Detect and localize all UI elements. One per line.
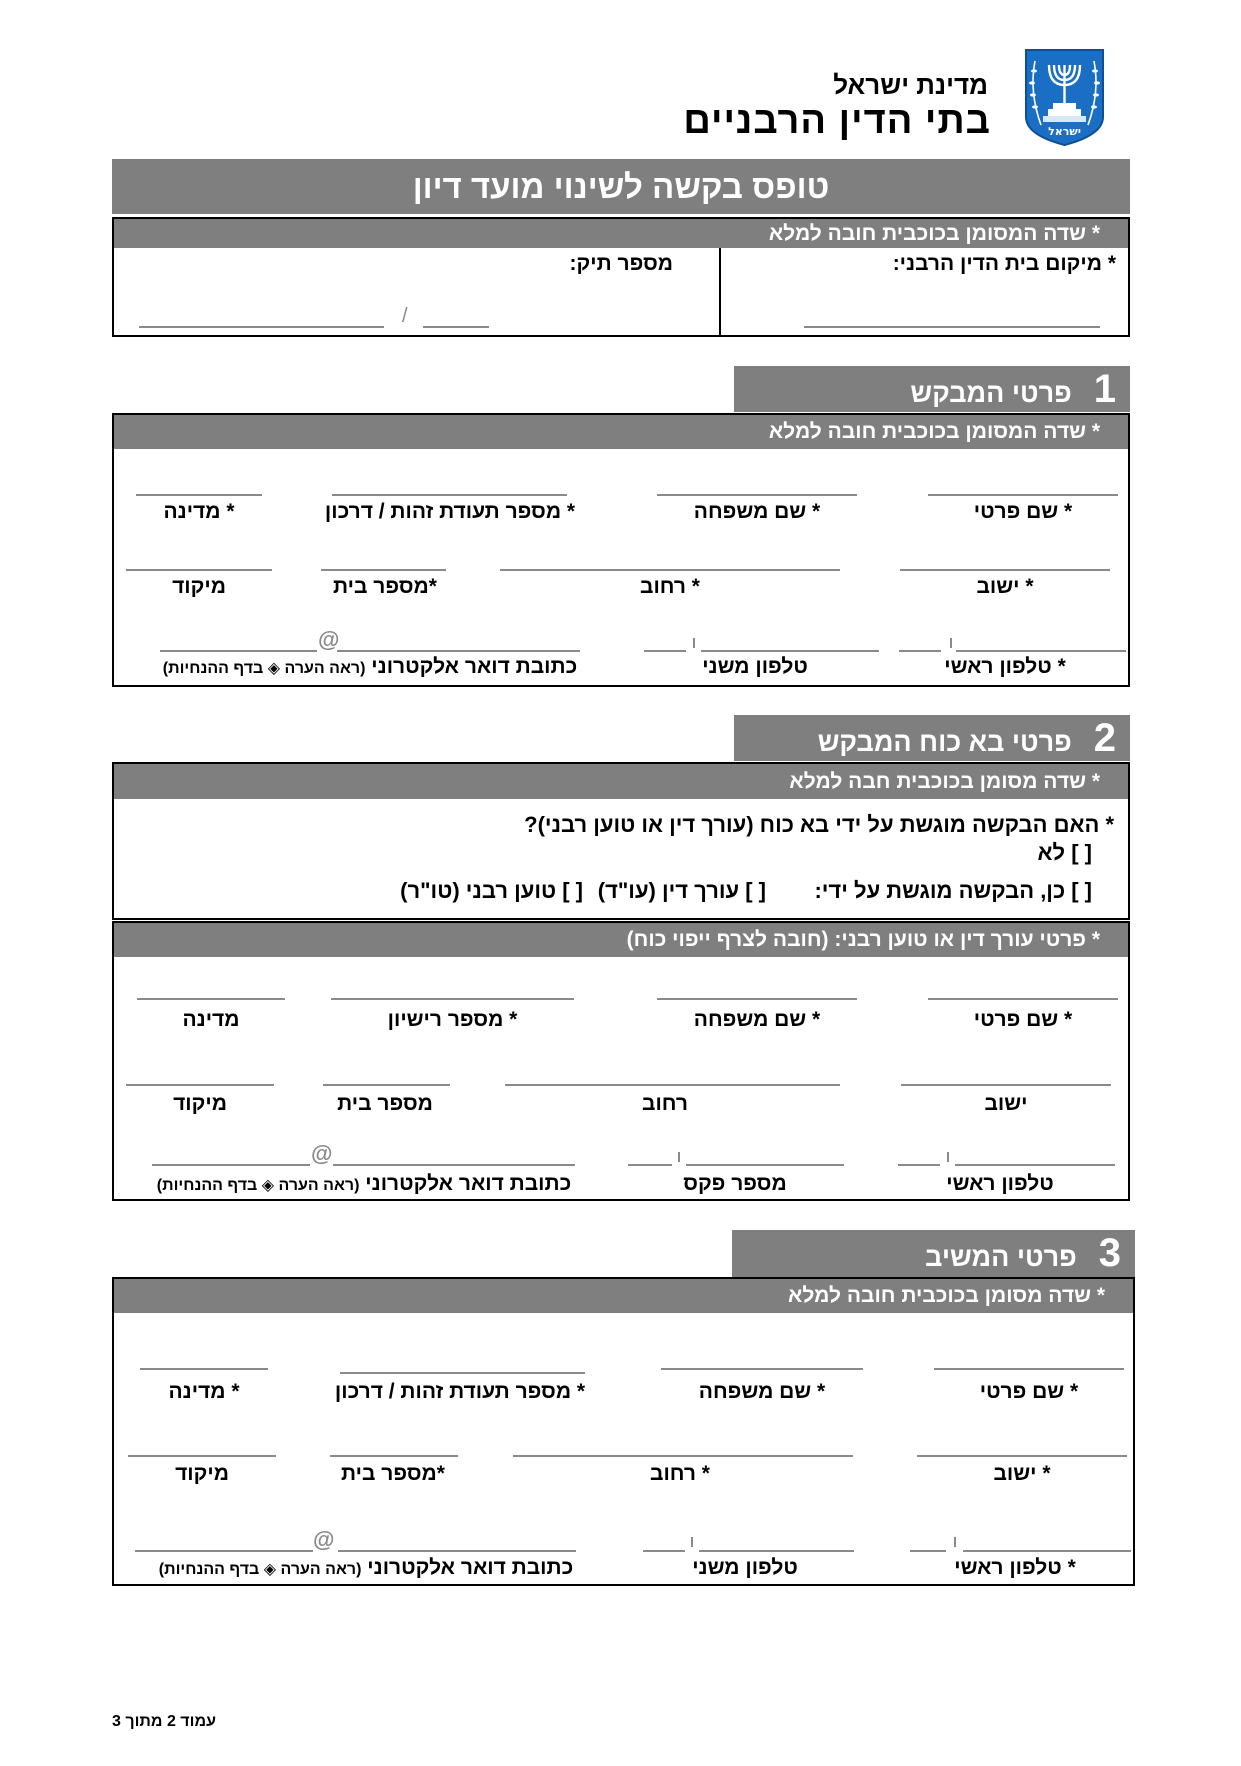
respondent-main-phone-prefix-field[interactable] <box>910 1550 946 1552</box>
rep-city-field[interactable] <box>901 1084 1111 1086</box>
respondent-house-number-label: *מספר בית <box>341 1462 445 1485</box>
house-number-field[interactable] <box>321 569 446 571</box>
org-name: בתי הדין הרבניים <box>683 100 991 142</box>
phone-separator <box>954 1537 956 1547</box>
section3-title: פרטי המשיב <box>925 1242 1077 1272</box>
email-user-field[interactable] <box>160 650 317 652</box>
at-sign: @ <box>318 627 340 652</box>
section2-header <box>734 715 1130 761</box>
representation-question: * האם הבקשה מוגשת על ידי בא כוח (עורך דין או טוען רבני)? <box>524 812 1114 837</box>
rep-first-name-label: * שם פרטי <box>973 1008 1073 1031</box>
option-yes-checkbox[interactable]: [ ] כן, הבקשה מוגשת על ידי: <box>814 878 1092 903</box>
rep-house-number-label: מספר בית <box>337 1092 433 1115</box>
case-number-field-part1[interactable] <box>139 326 384 328</box>
respondent-first-name-field[interactable] <box>934 1368 1124 1370</box>
section1-required-note: * שדה המסומן בכוכבית חובה למלא <box>768 420 1100 443</box>
option-rabbinic-advocate-checkbox[interactable]: [ ] טוען רבני (טו"ר) <box>400 878 583 903</box>
rep-first-name-field[interactable] <box>928 998 1118 1000</box>
fax-separator <box>678 1152 680 1162</box>
respondent-email-user-field[interactable] <box>135 1550 313 1552</box>
rep-city-label: ישוב <box>984 1092 1028 1115</box>
email-domain-field[interactable] <box>337 650 580 652</box>
rep-zip-field[interactable] <box>126 1084 274 1086</box>
section1-number: 1 <box>1093 367 1116 411</box>
secondary-phone-label: טלפון משני <box>702 655 808 678</box>
rep-fax-prefix-field[interactable] <box>628 1164 672 1166</box>
respondent-email-label <box>136 1556 596 1580</box>
respondent-city-field[interactable] <box>917 1455 1127 1457</box>
respondent-id-number-label: * מספר תעודת זהות / דרכון <box>334 1380 586 1403</box>
section2-required-note: * שדה מסומן בכוכבית חבה למלא <box>789 770 1100 793</box>
section1-title: פרטי המבקש <box>910 378 1072 408</box>
section3-required-note: * שדה מסומן בכוכבית חובה למלא <box>788 1284 1105 1307</box>
street-label: * רחוב <box>640 575 700 598</box>
rep-house-number-field[interactable] <box>323 1084 450 1086</box>
respondent-last-name-field[interactable] <box>661 1368 863 1370</box>
rep-country-field[interactable] <box>137 998 285 1000</box>
section2-number: 2 <box>1093 716 1116 760</box>
rep-main-phone-number-field[interactable] <box>955 1164 1115 1166</box>
respondent-first-name-label: * שם פרטי <box>979 1380 1079 1403</box>
section1-header <box>734 366 1130 412</box>
last-name-field[interactable] <box>657 494 857 496</box>
representative-bar <box>114 923 1128 957</box>
section1-required-bar <box>114 415 1128 449</box>
last-name-label: * שם משפחה <box>693 500 821 523</box>
respondent-house-number-field[interactable] <box>330 1455 458 1457</box>
rep-email-domain-field[interactable] <box>333 1164 575 1166</box>
respondent-secondary-phone-number-field[interactable] <box>699 1550 854 1552</box>
respondent-street-field[interactable] <box>513 1455 853 1457</box>
respondent-last-name-label: * שם משפחה <box>698 1380 826 1403</box>
rep-license-label: * מספר רישיון <box>387 1008 518 1031</box>
respondent-email-note: (ראה הערה ◈ בדף ההנחיות) <box>158 1561 362 1578</box>
section3-box <box>112 1277 1135 1586</box>
option-no-checkbox[interactable]: [ ] לא <box>1037 840 1092 865</box>
phone-separator <box>691 1537 693 1547</box>
country-label: * מדינה <box>163 500 235 523</box>
respondent-main-phone-number-field[interactable] <box>963 1550 1131 1552</box>
rep-street-label: רחוב <box>642 1092 688 1115</box>
rep-country-label: מדינה <box>182 1008 240 1031</box>
respondent-main-phone-label: * טלפון ראשי <box>954 1556 1076 1579</box>
rep-zip-label: מיקוד <box>173 1092 227 1115</box>
option-lawyer-checkbox[interactable]: [ ] עורך דין (עו"ד) <box>597 878 766 903</box>
main-phone-label: * טלפון ראשי <box>944 655 1066 678</box>
respondent-zip-field[interactable] <box>128 1455 276 1457</box>
representative-bar-text: * פרטי עורך דין או טוען רבני: (חובה לצרף ייפוי כוח) <box>626 928 1100 951</box>
required-note: * שדה המסומן בכוכבית חובה למלא <box>768 222 1100 245</box>
at-sign: @ <box>313 1527 335 1552</box>
phone-separator <box>693 638 695 648</box>
id-number-label: * מספר תעודת זהות / דרכון <box>324 500 576 523</box>
rep-license-field[interactable] <box>331 998 574 1000</box>
court-location-label: * מיקום בית הדין הרבני: <box>892 252 1116 275</box>
rep-fax-number-field[interactable] <box>686 1164 844 1166</box>
main-phone-number-field[interactable] <box>956 650 1126 652</box>
house-number-label: *מספר בית <box>333 575 437 598</box>
rep-main-phone-label: טלפון ראשי <box>946 1172 1054 1195</box>
rep-email-label <box>134 1172 594 1196</box>
country-field[interactable] <box>136 494 262 496</box>
case-number-label: מספר תיק: <box>569 252 673 275</box>
respondent-email-label-text: כתובת דואר אלקטרוני <box>367 1556 574 1579</box>
zip-label: מיקוד <box>172 575 226 598</box>
respondent-country-label: * מדינה <box>168 1380 240 1403</box>
section1-box <box>112 413 1130 687</box>
case-number-field-part2[interactable] <box>423 326 489 328</box>
section3-header <box>732 1230 1135 1277</box>
email-label <box>140 655 600 679</box>
city-field[interactable] <box>900 569 1110 571</box>
respondent-secondary-phone-prefix-field[interactable] <box>643 1550 685 1552</box>
rep-email-label-text: כתובת דואר אלקטרוני <box>365 1172 572 1195</box>
rep-street-field[interactable] <box>505 1084 840 1086</box>
respondent-street-label: * רחוב <box>650 1462 710 1485</box>
zip-field[interactable] <box>126 569 272 571</box>
rep-email-note: (ראה הערה ◈ בדף ההנחיות) <box>156 1177 360 1194</box>
rep-main-phone-prefix-field[interactable] <box>898 1164 940 1166</box>
first-name-field[interactable] <box>928 494 1118 496</box>
rep-last-name-field[interactable] <box>657 998 857 1000</box>
phone-separator <box>950 638 952 648</box>
case-number-separator: / <box>402 305 408 327</box>
court-location-field[interactable] <box>804 326 1100 328</box>
respondent-country-field[interactable] <box>140 1368 268 1370</box>
rep-email-user-field[interactable] <box>152 1164 310 1166</box>
rep-last-name-label: * שם משפחה <box>693 1008 821 1031</box>
required-note-bar <box>114 219 1128 248</box>
section3-required-bar <box>114 1279 1133 1313</box>
divider <box>719 248 721 336</box>
state-name: מדינת ישראל <box>833 70 988 100</box>
emblem-text: ישראל <box>1048 125 1081 138</box>
respondent-email-domain-field[interactable] <box>338 1550 576 1552</box>
at-sign: @ <box>311 1141 333 1166</box>
state-emblem-icon <box>1023 47 1106 147</box>
email-note: (ראה הערה ◈ בדף ההנחיות) <box>162 660 366 677</box>
respondent-id-number-field[interactable] <box>340 1372 585 1374</box>
phone-separator <box>947 1152 949 1162</box>
respondent-zip-label: מיקוד <box>175 1462 229 1485</box>
page-indicator: עמוד 2 מתוך 3 <box>112 1713 216 1730</box>
city-label: * ישוב <box>976 575 1034 598</box>
main-phone-prefix-field[interactable] <box>899 650 941 652</box>
secondary-phone-prefix-field[interactable] <box>644 650 686 652</box>
respondent-secondary-phone-label: טלפון משני <box>692 1556 798 1579</box>
section2-required-bar <box>114 764 1128 799</box>
street-field[interactable] <box>500 569 840 571</box>
form-title: טופס בקשה לשינוי מועד דיון <box>112 159 1130 214</box>
email-label-text: כתובת דואר אלקטרוני <box>371 655 578 678</box>
respondent-city-label: * ישוב <box>993 1462 1051 1485</box>
rep-fax-label: מספר פקס <box>683 1172 787 1195</box>
first-name-label: * שם פרטי <box>973 500 1073 523</box>
section3-number: 3 <box>1098 1231 1121 1275</box>
secondary-phone-number-field[interactable] <box>701 650 879 652</box>
section2-title: פרטי בא כוח המבקש <box>817 727 1072 757</box>
id-number-field[interactable] <box>332 494 567 496</box>
representative-box <box>112 921 1130 1201</box>
